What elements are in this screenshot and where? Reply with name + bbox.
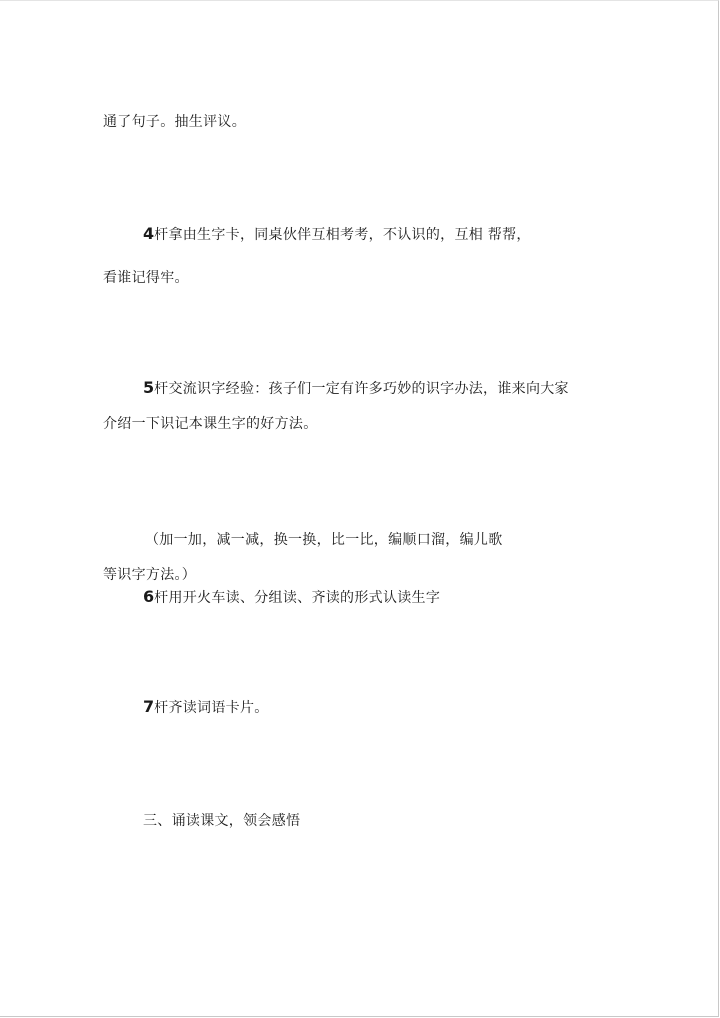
item-number: 5 — [143, 378, 155, 397]
paragraph-line — [143, 378, 569, 399]
section-heading — [143, 811, 300, 831]
paragraph-text: 杆用开火车读、分组读、齐读的形式认读生字 — [154, 590, 441, 606]
paragraph-text: 等识字方法。） — [103, 567, 197, 583]
paragraph-line — [145, 530, 503, 550]
paragraph-line — [103, 565, 196, 585]
paragraph-text: （加一加，减一减，换一换，比一比，编顺口溜，编儿歌 — [145, 532, 503, 548]
paragraph-text: 看谁记得牢。 — [103, 270, 189, 286]
paragraph-line — [103, 112, 246, 132]
paragraph-text: 介绍一下识记本课生字的好方法。 — [103, 416, 318, 432]
paragraph-text: 杆齐读词语卡片。 — [154, 700, 269, 716]
paragraph-line — [143, 224, 531, 245]
item-number: 6 — [143, 587, 155, 606]
paragraph-text: 杆拿由生字卡，同桌伙伴互相考考，不认识的，互相 帮帮， — [154, 227, 531, 243]
paragraph-line — [143, 697, 269, 718]
item-number: 4 — [143, 224, 155, 243]
paragraph-line — [143, 587, 440, 608]
section-title: 三、诵读课文，领会感悟 — [143, 813, 301, 829]
paragraph-line — [103, 414, 318, 434]
paragraph-text: 通了句子。抽生评议。 — [103, 114, 246, 130]
paragraph-text: 杆交流识字经验：孩子们一定有许多巧妙的识字办法，谁来向大家 — [154, 381, 569, 397]
paragraph-line — [103, 268, 189, 288]
item-number: 7 — [143, 697, 155, 716]
